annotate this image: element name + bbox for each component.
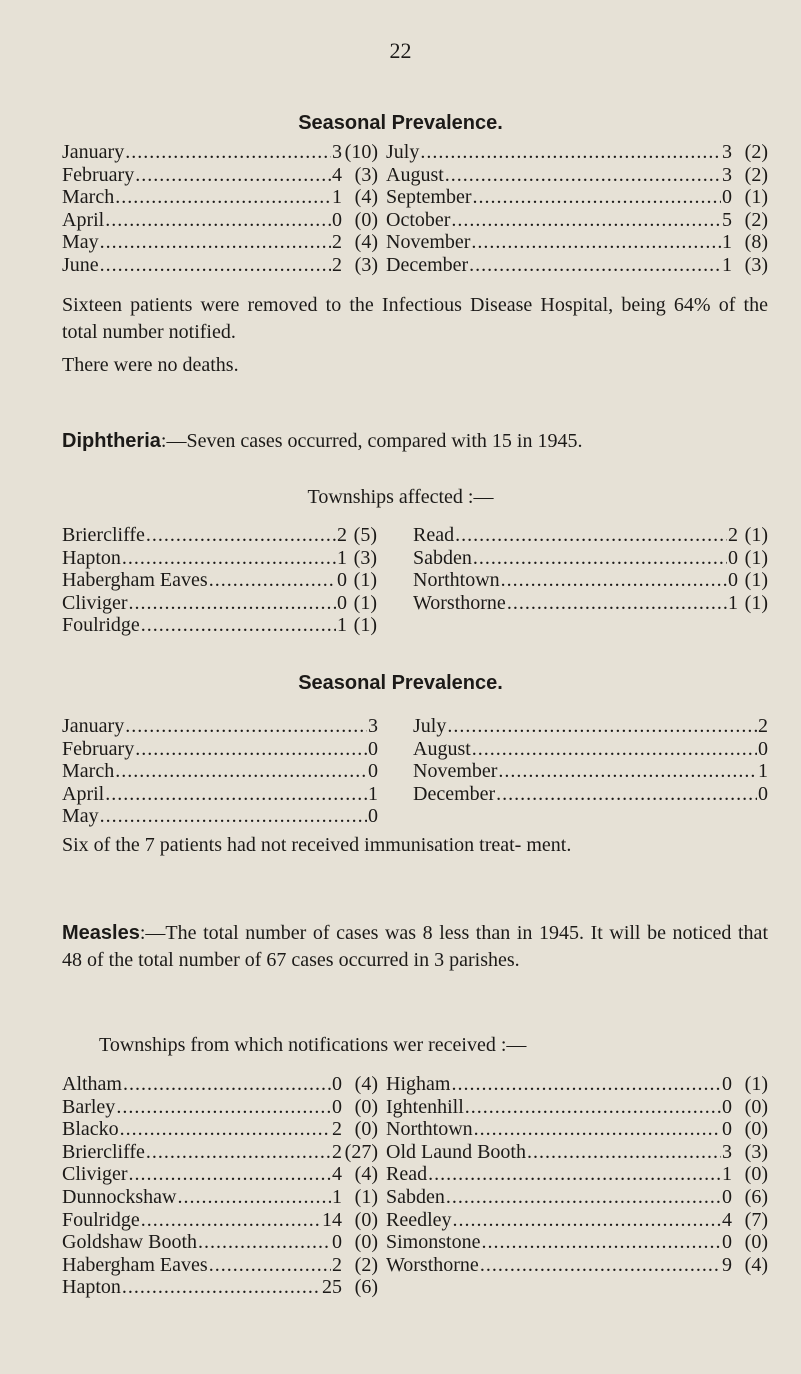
row-value: 0 bbox=[722, 1231, 732, 1254]
row-value: 1 bbox=[722, 254, 732, 276]
row-value: 0 bbox=[722, 1095, 732, 1118]
row-value: 4 bbox=[332, 1163, 342, 1186]
dot-leader bbox=[209, 569, 336, 592]
list-row bbox=[386, 1186, 768, 1210]
row-value: 4 bbox=[332, 163, 342, 186]
row-value: 2 bbox=[332, 1140, 342, 1163]
row-value: 0 bbox=[722, 1073, 732, 1095]
dot-leader bbox=[453, 1209, 721, 1232]
row-previous-year: (6) bbox=[354, 1276, 378, 1299]
row-label: Barley bbox=[62, 1095, 116, 1118]
list-row bbox=[62, 1163, 378, 1187]
row-value: 0 bbox=[758, 782, 768, 805]
dot-leader bbox=[122, 547, 336, 570]
row-value: 2 bbox=[332, 1118, 342, 1141]
row-label: Ightenhill bbox=[386, 1095, 464, 1118]
row-label: Worsthorne bbox=[386, 1253, 479, 1276]
row-value: 3 bbox=[722, 141, 732, 163]
row-label: Worsthorne bbox=[413, 591, 506, 614]
row-value: 2 bbox=[337, 524, 347, 546]
row-label: March bbox=[62, 186, 115, 209]
row-previous-year: (1) bbox=[744, 569, 768, 591]
list-row bbox=[62, 783, 378, 807]
row-value: 1 bbox=[728, 591, 738, 614]
row-value: 0 bbox=[332, 1073, 342, 1095]
row-value: 1 bbox=[722, 231, 732, 254]
row-label: August bbox=[386, 163, 444, 186]
list-row bbox=[413, 524, 768, 548]
dot-leader bbox=[496, 783, 757, 806]
row-value: 0 bbox=[722, 1186, 732, 1208]
row-value: 3 bbox=[722, 163, 732, 186]
dot-leader bbox=[480, 1254, 721, 1277]
row-previous-year: (4) bbox=[744, 1253, 768, 1276]
list-row bbox=[413, 592, 768, 616]
row-value: 14 bbox=[322, 1208, 342, 1231]
diphtheria-intro: :—Seven cases occurred, compared with 15 in 1945. bbox=[160, 430, 583, 452]
dot-leader bbox=[455, 524, 727, 547]
row-label: Northtown bbox=[413, 569, 500, 591]
row-previous-year: (1) bbox=[354, 1186, 378, 1208]
list-row bbox=[386, 186, 768, 210]
row-previous-year: (1) bbox=[744, 591, 768, 614]
diphtheria-seasonal-title: Seasonal Prevalence. bbox=[298, 672, 503, 694]
diphtheria-townships-heading: Townships affected :— bbox=[307, 486, 494, 508]
row-previous-year: (1) bbox=[744, 546, 768, 569]
row-previous-year: (0) bbox=[354, 1231, 378, 1254]
row-label: Dunnockshaw bbox=[62, 1186, 177, 1208]
dot-leader bbox=[481, 1231, 721, 1254]
dot-leader bbox=[428, 1163, 721, 1186]
dot-leader bbox=[146, 1141, 331, 1164]
list-row bbox=[62, 738, 378, 762]
row-label: Cliviger bbox=[62, 1163, 128, 1186]
row-value: 0 bbox=[368, 760, 378, 782]
dot-leader bbox=[100, 805, 367, 828]
dot-leader bbox=[141, 614, 336, 637]
row-previous-year: (3) bbox=[354, 254, 378, 276]
list-row bbox=[386, 209, 768, 233]
row-label: June bbox=[62, 254, 99, 276]
row-label: January bbox=[62, 715, 125, 737]
list-row bbox=[386, 254, 768, 278]
row-label: Habergham Eaves bbox=[62, 1253, 208, 1276]
row-previous-year: (3) bbox=[744, 1140, 768, 1163]
row-value: 0 bbox=[332, 208, 342, 231]
dot-leader bbox=[445, 164, 721, 187]
list-row bbox=[413, 715, 768, 739]
dot-leader bbox=[141, 1209, 321, 1232]
dot-leader bbox=[116, 1096, 331, 1119]
dot-leader bbox=[469, 254, 721, 277]
row-label: September bbox=[386, 186, 472, 209]
row-value: 0 bbox=[332, 1231, 342, 1254]
row-previous-year: (8) bbox=[744, 231, 768, 254]
list-row bbox=[62, 209, 378, 233]
list-row bbox=[386, 1231, 768, 1255]
row-label: Higham bbox=[386, 1073, 451, 1095]
dot-leader bbox=[446, 1186, 721, 1209]
dot-leader bbox=[420, 141, 721, 164]
row-previous-year: (1) bbox=[744, 1073, 768, 1095]
row-label: August bbox=[413, 737, 471, 760]
row-previous-year: (4) bbox=[354, 186, 378, 209]
row-value: 2 bbox=[332, 254, 342, 276]
row-value: 0 bbox=[722, 1118, 732, 1141]
diphtheria-paragraph bbox=[62, 428, 768, 455]
measles-paragraph bbox=[62, 920, 768, 974]
row-label: Northtown bbox=[386, 1118, 473, 1141]
row-previous-year: (0) bbox=[354, 1118, 378, 1141]
dot-leader bbox=[100, 254, 331, 277]
row-label: Read bbox=[386, 1163, 428, 1186]
list-row bbox=[386, 164, 768, 188]
row-value: 3 bbox=[332, 141, 342, 163]
dot-leader bbox=[115, 760, 367, 783]
list-row bbox=[62, 186, 378, 210]
row-label: Sabden bbox=[413, 546, 472, 569]
list-row bbox=[386, 231, 768, 255]
row-label: Hapton bbox=[62, 1276, 121, 1299]
measles-intro: :—The total number of cases was 8 less than in 1945. It will be noticed that 48 of the total number of 67 cases occurred in 3 parishes. bbox=[62, 922, 768, 971]
row-previous-year: (5) bbox=[353, 524, 377, 546]
measles-heading: Measles bbox=[62, 922, 140, 944]
row-label: Hapton bbox=[62, 546, 121, 569]
list-row bbox=[62, 592, 377, 616]
list-row bbox=[62, 231, 378, 255]
row-label: April bbox=[62, 782, 105, 805]
row-previous-year: (0) bbox=[354, 1208, 378, 1231]
row-value: 3 bbox=[368, 715, 378, 737]
row-label: October bbox=[386, 208, 451, 231]
list-row bbox=[62, 1141, 378, 1165]
list-row bbox=[413, 760, 768, 784]
list-row bbox=[413, 783, 768, 807]
row-previous-year: (2) bbox=[354, 1253, 378, 1276]
row-label: Read bbox=[413, 524, 455, 546]
row-previous-year: (7) bbox=[744, 1208, 768, 1231]
row-previous-year: (1) bbox=[353, 614, 377, 636]
list-row bbox=[413, 738, 768, 762]
row-value: 0 bbox=[368, 737, 378, 760]
row-label: December bbox=[386, 254, 469, 276]
dot-leader bbox=[198, 1231, 331, 1254]
row-previous-year: (3) bbox=[354, 163, 378, 186]
list-row bbox=[62, 1096, 378, 1120]
list-row bbox=[62, 164, 378, 188]
row-previous-year: (3) bbox=[744, 254, 768, 276]
row-value: 0 bbox=[332, 1095, 342, 1118]
row-value: 5 bbox=[722, 208, 732, 231]
row-previous-year: (1) bbox=[744, 186, 768, 209]
row-value: 3 bbox=[722, 1140, 732, 1163]
list-row bbox=[386, 1118, 768, 1142]
list-row bbox=[62, 1073, 378, 1097]
dot-leader bbox=[177, 1186, 331, 1209]
list-row bbox=[62, 1276, 378, 1300]
row-value: 1 bbox=[332, 1186, 342, 1208]
row-label: Foulridge bbox=[62, 614, 140, 636]
seasonal-prevalence-title: Seasonal Prevalence. bbox=[298, 112, 503, 134]
list-row bbox=[62, 254, 378, 278]
dot-leader bbox=[125, 141, 331, 164]
dot-leader bbox=[451, 209, 721, 232]
row-value: 9 bbox=[722, 1253, 732, 1276]
dot-leader bbox=[146, 524, 336, 547]
row-label: February bbox=[62, 163, 135, 186]
row-previous-year: (0) bbox=[744, 1118, 768, 1141]
row-label: January bbox=[62, 141, 125, 163]
dot-leader bbox=[122, 1276, 321, 1299]
row-label: July bbox=[386, 141, 420, 163]
list-row bbox=[62, 1254, 378, 1278]
dot-leader bbox=[105, 783, 367, 806]
dot-leader bbox=[471, 231, 721, 254]
row-value: 0 bbox=[337, 569, 347, 591]
row-previous-year: (0) bbox=[744, 1163, 768, 1186]
row-label: November bbox=[386, 231, 471, 254]
dot-leader bbox=[209, 1254, 331, 1277]
row-value: 0 bbox=[722, 186, 732, 209]
row-previous-year: (1) bbox=[744, 524, 768, 546]
row-label: Altham bbox=[62, 1073, 122, 1095]
page-number: 22 bbox=[389, 38, 412, 63]
dot-leader bbox=[135, 738, 367, 761]
dot-leader bbox=[473, 186, 721, 209]
row-value: 2 bbox=[332, 231, 342, 254]
row-label: Briercliffe bbox=[62, 524, 145, 546]
row-previous-year: (0) bbox=[744, 1231, 768, 1254]
row-previous-year: (2) bbox=[744, 208, 768, 231]
list-row bbox=[62, 805, 378, 829]
dot-leader bbox=[100, 231, 331, 254]
list-row bbox=[62, 1118, 378, 1142]
dot-leader bbox=[501, 569, 727, 592]
dot-leader bbox=[115, 186, 331, 209]
row-label: February bbox=[62, 737, 135, 760]
row-label: Old Laund Booth bbox=[386, 1140, 526, 1163]
row-label: March bbox=[62, 760, 115, 782]
dot-leader bbox=[120, 1118, 331, 1141]
list-row bbox=[386, 1096, 768, 1120]
row-previous-year: (0) bbox=[354, 1095, 378, 1118]
dot-leader bbox=[129, 592, 336, 615]
row-value: 1 bbox=[337, 546, 347, 569]
row-previous-year: (4) bbox=[354, 1073, 378, 1095]
row-previous-year: (2) bbox=[744, 141, 768, 163]
list-row bbox=[386, 141, 768, 165]
row-label: May bbox=[62, 231, 99, 254]
row-previous-year: (10) bbox=[344, 141, 378, 163]
row-value: 4 bbox=[722, 1208, 732, 1231]
list-row bbox=[62, 569, 377, 593]
row-previous-year: (1) bbox=[353, 569, 377, 591]
list-row bbox=[413, 569, 768, 593]
list-row bbox=[386, 1073, 768, 1097]
dot-leader bbox=[474, 1118, 721, 1141]
dot-leader bbox=[498, 760, 757, 783]
row-value: 1 bbox=[368, 782, 378, 805]
row-label: Goldshaw Booth bbox=[62, 1231, 197, 1254]
row-label: Cliviger bbox=[62, 591, 128, 614]
list-row bbox=[386, 1141, 768, 1165]
row-value: 1 bbox=[758, 760, 768, 782]
row-label: April bbox=[62, 208, 105, 231]
row-label: July bbox=[413, 715, 447, 737]
row-label: Foulridge bbox=[62, 1208, 140, 1231]
dot-leader bbox=[125, 715, 367, 738]
dot-leader bbox=[135, 164, 331, 187]
list-row bbox=[386, 1254, 768, 1278]
dot-leader bbox=[465, 1096, 721, 1119]
row-previous-year: (27) bbox=[344, 1140, 378, 1163]
row-value: 2 bbox=[332, 1253, 342, 1276]
list-row bbox=[62, 715, 378, 739]
list-row bbox=[62, 1209, 378, 1233]
list-row bbox=[386, 1209, 768, 1233]
row-previous-year: (3) bbox=[353, 546, 377, 569]
dot-leader bbox=[123, 1073, 331, 1096]
list-row bbox=[62, 524, 377, 548]
row-label: November bbox=[413, 760, 498, 782]
list-row bbox=[62, 1231, 378, 1255]
list-row bbox=[62, 1186, 378, 1210]
dot-leader bbox=[105, 209, 331, 232]
row-previous-year: (1) bbox=[353, 591, 377, 614]
row-value: 1 bbox=[332, 186, 342, 209]
row-value: 1 bbox=[722, 1163, 732, 1186]
row-previous-year: (6) bbox=[744, 1186, 768, 1208]
dot-leader bbox=[507, 592, 727, 615]
row-label: December bbox=[413, 782, 496, 805]
row-previous-year: (2) bbox=[744, 163, 768, 186]
immunisation-paragraph: Six of the 7 patients had not received immunisation treat- ment. bbox=[62, 834, 572, 856]
row-label: Habergham Eaves bbox=[62, 569, 208, 591]
row-label: May bbox=[62, 805, 99, 827]
row-label: Simonstone bbox=[386, 1231, 481, 1254]
row-value: 0 bbox=[368, 805, 378, 827]
row-value: 2 bbox=[728, 524, 738, 546]
removed-paragraph: Sixteen patients were removed to the Infectious Disease Hospital, being 64% of the total number notified. bbox=[62, 294, 768, 343]
deaths-line: There were no deaths. bbox=[62, 354, 239, 376]
row-label: Sabden bbox=[386, 1186, 445, 1208]
row-value: 0 bbox=[728, 569, 738, 591]
diphtheria-heading: Diphtheria bbox=[62, 430, 161, 452]
list-row bbox=[62, 141, 378, 165]
row-previous-year: (0) bbox=[354, 208, 378, 231]
row-label: Reedley bbox=[386, 1208, 452, 1231]
row-value: 0 bbox=[728, 546, 738, 569]
dot-leader bbox=[447, 715, 757, 738]
row-value: 25 bbox=[322, 1276, 342, 1299]
dot-leader bbox=[473, 547, 727, 570]
row-label: Briercliffe bbox=[62, 1140, 145, 1163]
dot-leader bbox=[451, 1073, 721, 1096]
row-previous-year: (0) bbox=[744, 1095, 768, 1118]
dot-leader bbox=[472, 738, 757, 761]
dot-leader bbox=[527, 1141, 721, 1164]
list-row bbox=[62, 547, 377, 571]
list-row bbox=[62, 614, 377, 638]
row-value: 0 bbox=[758, 737, 768, 760]
row-label: Blacko bbox=[62, 1118, 119, 1141]
row-value: 2 bbox=[758, 715, 768, 737]
row-value: 0 bbox=[337, 591, 347, 614]
row-previous-year: (4) bbox=[354, 231, 378, 254]
measles-townships-heading: Townships from which notifications wer received :— bbox=[99, 1034, 527, 1056]
row-previous-year: (4) bbox=[354, 1163, 378, 1186]
list-row bbox=[386, 1163, 768, 1187]
dot-leader bbox=[129, 1163, 331, 1186]
list-row bbox=[62, 760, 378, 784]
row-value: 1 bbox=[337, 614, 347, 636]
list-row bbox=[413, 547, 768, 571]
